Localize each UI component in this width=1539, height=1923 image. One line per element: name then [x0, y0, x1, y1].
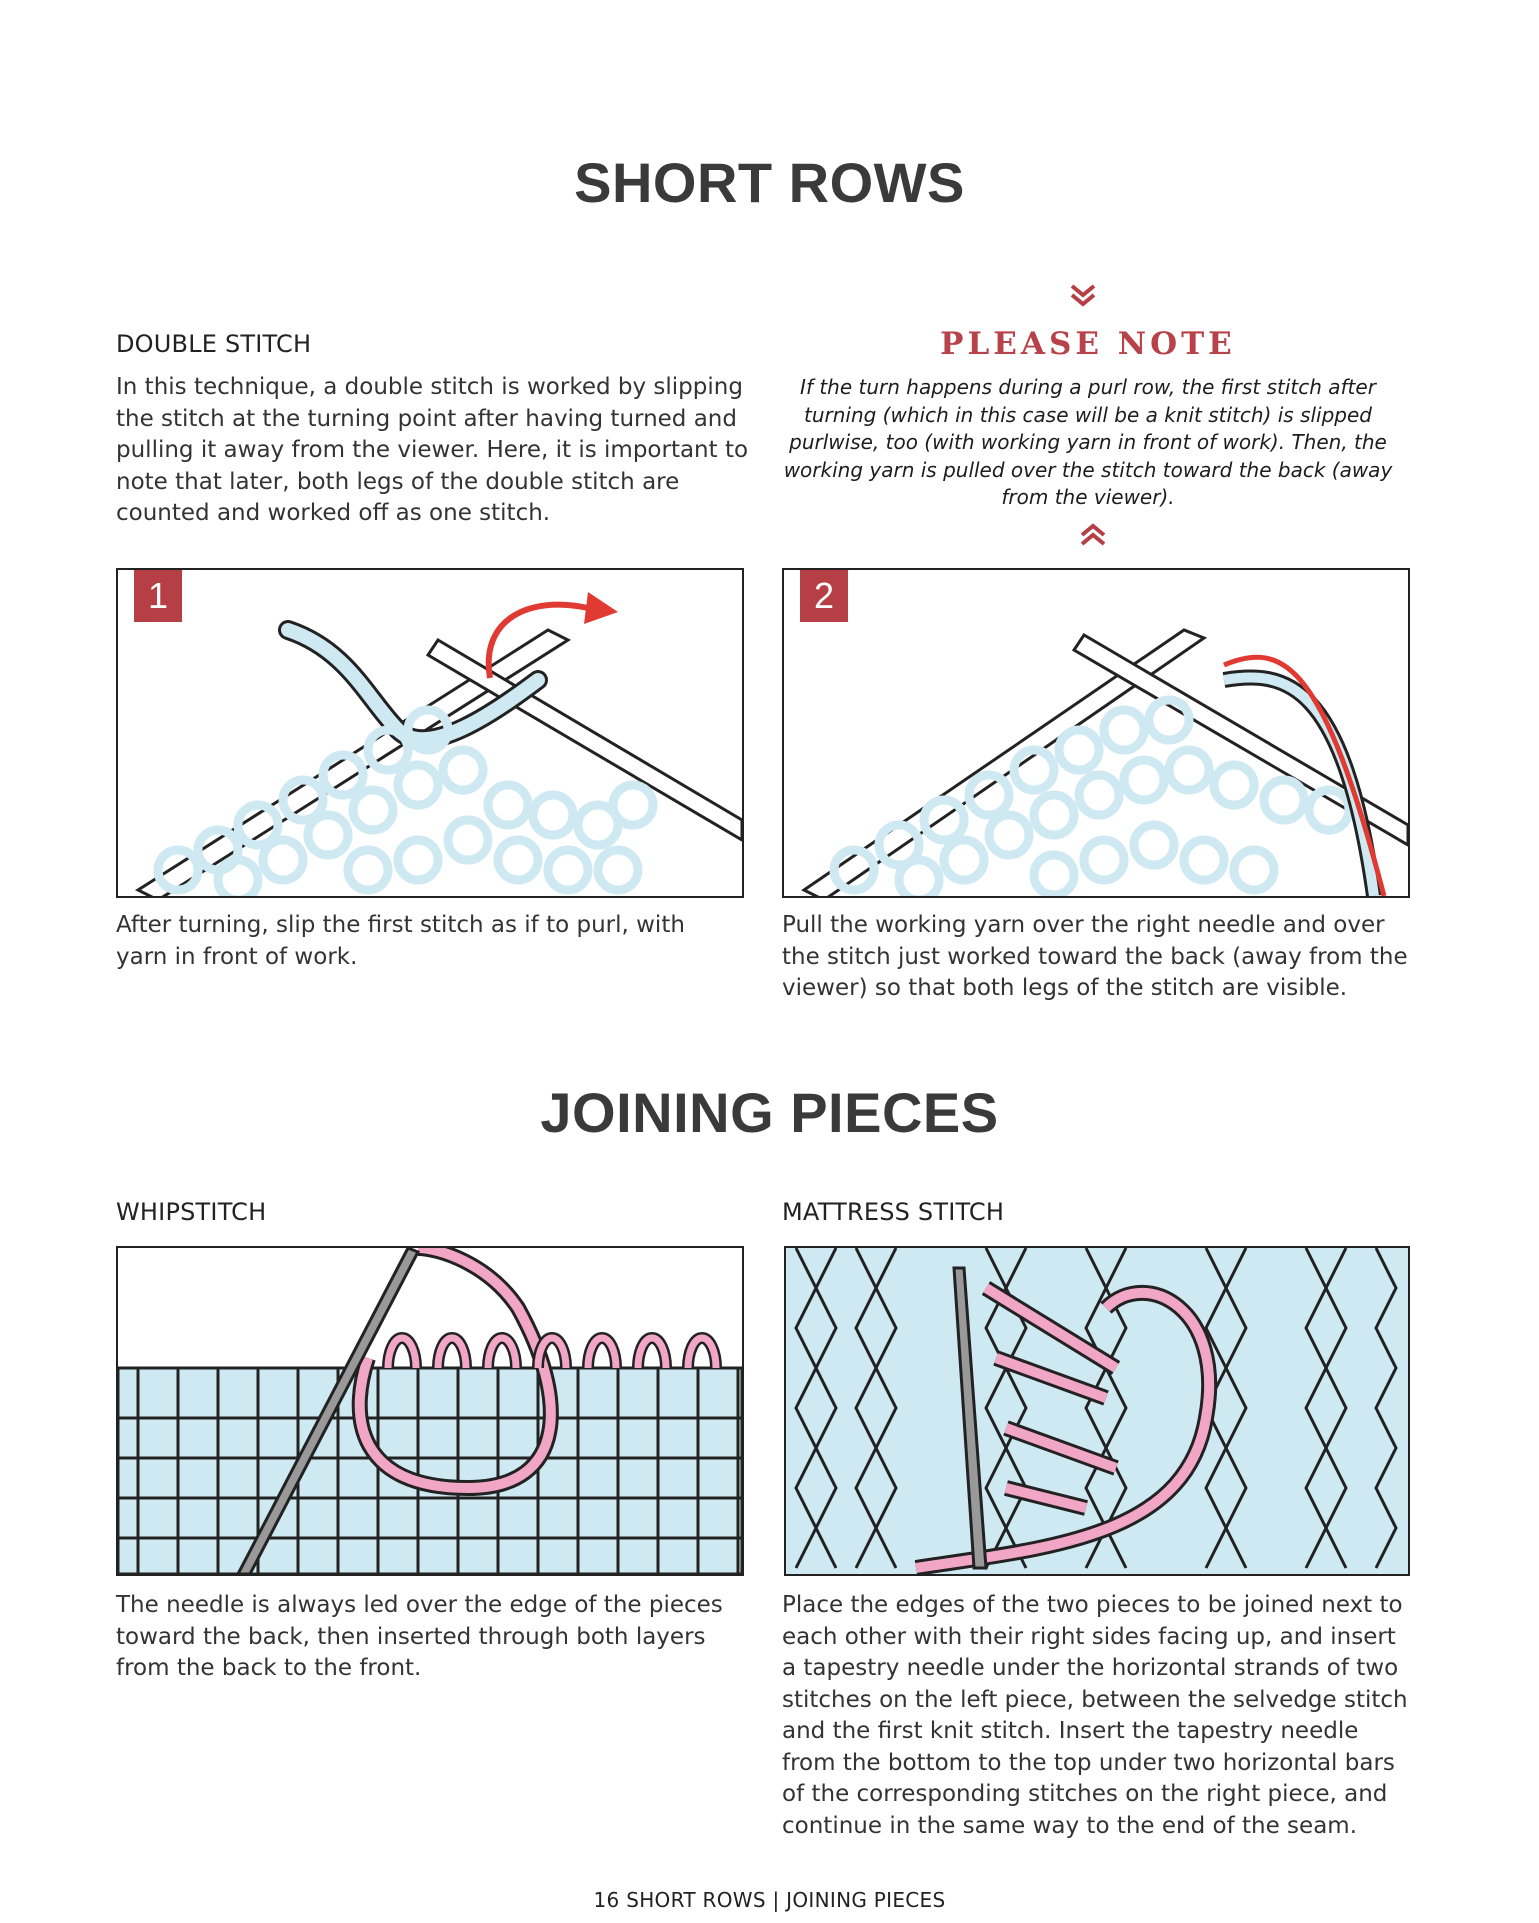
- section-title-joining-pieces: JOINING PIECES: [540, 1081, 999, 1144]
- section-title-short-rows: SHORT ROWS: [574, 151, 965, 214]
- step-1-caption: After turning, slip the first stitch as if to purl, with yarn in front of work.: [116, 912, 685, 970]
- chevron-down-icon: [1068, 282, 1098, 310]
- please-note-body: If the turn happens during a purl row, the first stitch after turning (which in this case will be a knit stitch) is slipped purlwise, too (with working yarn in front of work). Then, the working yarn is pulled over the stitch toward the back (away from the viewer).: [783, 375, 1393, 509]
- step-1-badge: 1: [134, 570, 182, 622]
- double-stitch-heading: DOUBLE STITCH: [116, 330, 312, 358]
- step-2-badge: 2: [800, 570, 848, 622]
- page-footer: 16 SHORT ROWS | JOINING PIECES: [593, 1888, 946, 1912]
- mattress-stitch-heading: MATTRESS STITCH: [782, 1198, 1005, 1226]
- mattress-stitch-image: [786, 1248, 1408, 1574]
- knitting-needles-image: [118, 570, 742, 896]
- whipstitch-image: [118, 1248, 742, 1574]
- step-1-illustration: [116, 568, 744, 898]
- mattress-stitch-caption: Place the edges of the two pieces to be joined next to each other with their right sides facing up, and insert a tapestry needle under the horizontal strands of two stitches on the left piece, between the selvedge stitch and the first knit stitch. Insert the tapestry needle from the bottom to the top under two horizontal bars of the corresponding stitches on the right piece, and continue in the same way to the end of the seam.: [782, 1592, 1408, 1839]
- step-2-illustration: [782, 568, 1410, 898]
- mattress-stitch-illustration: [784, 1246, 1410, 1576]
- whipstitch-caption: The needle is always led over the edge of the pieces toward the back, then inserted through both layers from the back to the front.: [116, 1592, 723, 1681]
- step-2-caption: Pull the working yarn over the right needle and over the stitch just worked toward the back (away from the viewer) so that both legs of the stitch are visible.: [782, 912, 1408, 1001]
- knitting-needles-image: [784, 570, 1408, 896]
- chevron-up-icon: [1078, 522, 1108, 550]
- please-note-title: PLEASE NOTE: [940, 326, 1236, 362]
- whipstitch-illustration: [116, 1246, 744, 1576]
- double-stitch-intro: In this technique, a double stitch is worked by slipping the stitch at the turning point after having turned and pulling it away from the viewer. Here, it is important to note that later, both legs of the double stitch are counted and worked off as one stitch.: [116, 374, 749, 526]
- whipstitch-heading: WHIPSTITCH: [116, 1198, 267, 1226]
